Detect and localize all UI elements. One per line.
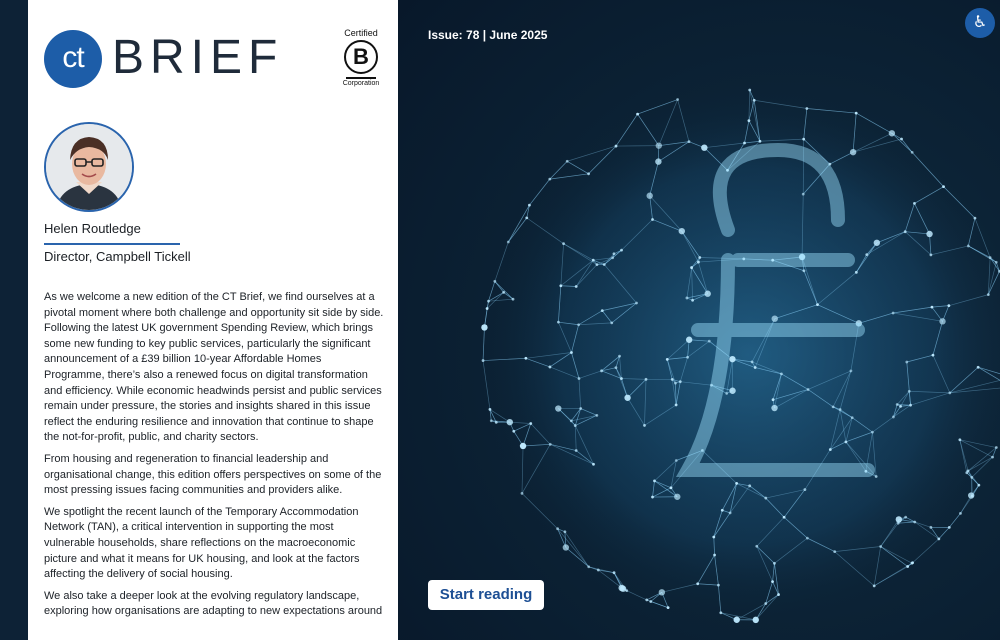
network-node: [845, 440, 848, 443]
network-node: [562, 242, 565, 245]
network-node: [647, 193, 653, 199]
network-node: [947, 304, 950, 307]
network-node: [967, 470, 970, 473]
ct-brief-logo: [44, 28, 384, 90]
network-node: [656, 142, 662, 148]
network-node: [805, 107, 808, 110]
network-node: [899, 405, 902, 408]
network-node: [764, 497, 767, 500]
network-node: [708, 340, 711, 343]
network-node: [603, 263, 606, 266]
network-node: [502, 291, 505, 294]
network-node: [855, 112, 858, 115]
network-node: [512, 430, 515, 433]
network-node: [620, 377, 623, 380]
network-node: [671, 378, 674, 381]
network-node: [771, 405, 777, 411]
network-node: [755, 545, 758, 548]
network-node: [563, 544, 569, 550]
network-node: [942, 185, 945, 188]
network-node: [967, 245, 970, 248]
network-node: [666, 358, 669, 361]
network-node: [871, 431, 874, 434]
network-node: [570, 351, 573, 354]
network-node: [601, 309, 604, 312]
network-node: [748, 119, 751, 122]
article-paragraph: As we welcome a new edition of the CT Brief, we find ourselves at a pivotal moment where both challenge and opportunity sit side by side. Following the latest UK government Spending Review, which brings some new funding to key public services, particularly the significant announcement of a £39 billion 10-year Affordable Homes Programme, there’s also a renewed focus on digital transformation and efficiency. While economic headwinds persist and public services remain under pressure, the stories and insights shared in this issue reflect the enduring resilience and innovation that continue to shape the not-for-profit, public, and charity sectors.: [44, 291, 384, 444]
network-node: [712, 536, 715, 539]
network-node: [645, 598, 648, 601]
network-node: [729, 388, 735, 394]
network-node: [905, 361, 908, 364]
network-node: [900, 138, 903, 141]
network-node: [507, 419, 513, 425]
network-node: [696, 582, 699, 585]
network-node: [937, 537, 940, 540]
network-node: [804, 488, 807, 491]
network-node: [686, 356, 689, 359]
network-node: [624, 395, 630, 401]
network-node: [643, 424, 646, 427]
article-paragraph: From housing and regeneration to financial leadership and organisational change, this edition offers perspectives on some of the most pressing issues facing communities and providers alike.: [44, 452, 382, 497]
network-node: [764, 602, 767, 605]
network-node: [679, 228, 685, 234]
network-node: [855, 271, 858, 274]
brief-wordmark: BRIEF: [112, 31, 284, 84]
author-role: Director, Campbell Tickell: [44, 249, 191, 264]
network-node: [911, 562, 914, 565]
network-node: [670, 486, 673, 489]
network-node: [564, 530, 567, 533]
b-corp-badge: [340, 28, 382, 88]
network-node: [620, 249, 623, 252]
accessibility-icon: ♿: [972, 14, 988, 31]
b-corp-certified-text: Certified: [344, 28, 378, 38]
network-node: [753, 99, 756, 102]
network-node: [816, 303, 819, 306]
network-node: [610, 321, 613, 324]
network-node: [713, 554, 716, 557]
network-node: [487, 300, 490, 303]
network-node: [892, 312, 895, 315]
network-node: [802, 138, 805, 141]
network-node: [874, 240, 880, 246]
start-reading-button[interactable]: Start reading: [428, 580, 544, 610]
network-node: [721, 509, 724, 512]
network-node: [913, 202, 916, 205]
network-node: [592, 259, 595, 262]
network-node: [939, 318, 945, 324]
network-node: [649, 600, 652, 603]
network-node: [674, 494, 680, 500]
network-node: [529, 422, 532, 425]
network-node: [971, 495, 974, 498]
network-node: [653, 479, 656, 482]
network-node: [645, 378, 648, 381]
network-node: [578, 377, 581, 380]
network-node: [600, 369, 603, 372]
network-node: [879, 545, 882, 548]
network-node: [748, 484, 751, 487]
network-node: [904, 516, 907, 519]
network-node: [748, 89, 751, 92]
network-node: [777, 593, 780, 596]
author-avatar: [44, 122, 134, 212]
network-node: [481, 324, 487, 330]
network-node: [512, 298, 515, 301]
network-node: [959, 512, 962, 515]
network-node: [574, 424, 577, 427]
network-node: [911, 151, 914, 154]
network-node: [987, 293, 990, 296]
network-node: [892, 416, 895, 419]
network-node: [507, 241, 510, 244]
network-node: [495, 421, 498, 424]
network-globe-illustration: [398, 0, 1000, 640]
network-node: [873, 584, 876, 587]
network-node: [865, 253, 868, 256]
article-paragraph: We spotlight the recent launch of the Temporary Accommodation Network (TAN), a critical intervention in supporting the most vulnerable households, share reflections on the macroeconomic picture and what it means for UK housing, and look at the factors affecting the delivery of social housing.: [44, 505, 360, 581]
network-node: [948, 526, 951, 529]
left-edge-background: [0, 0, 28, 640]
network-node: [833, 550, 836, 553]
network-node: [926, 231, 932, 237]
network-node: [613, 252, 616, 255]
ct-logo-mark: ct: [44, 30, 102, 88]
network-node: [651, 496, 654, 499]
network-node: [829, 448, 832, 451]
network-node: [783, 516, 786, 519]
network-node: [556, 527, 559, 530]
network-node: [929, 526, 932, 529]
network-node: [913, 521, 916, 524]
network-node: [566, 160, 569, 163]
network-node: [977, 366, 980, 369]
network-node: [974, 217, 977, 220]
author-name: Helen Routledge: [44, 221, 141, 236]
network-node: [773, 562, 776, 565]
network-node: [729, 356, 735, 362]
network-node: [592, 463, 595, 466]
network-node: [807, 388, 810, 391]
author-divider: [44, 243, 180, 245]
network-node: [904, 230, 907, 233]
network-node: [570, 419, 573, 422]
network-node: [719, 611, 722, 614]
network-node: [549, 443, 552, 446]
network-node: [675, 404, 678, 407]
network-node: [618, 355, 621, 358]
network-node: [587, 172, 590, 175]
network-node: [691, 299, 694, 302]
network-node: [688, 140, 691, 143]
network-node: [579, 407, 582, 410]
network-node: [548, 178, 551, 181]
network-node: [686, 297, 689, 300]
network-node: [611, 256, 614, 259]
network-node: [759, 140, 762, 143]
network-node: [659, 589, 665, 595]
network-node: [780, 372, 783, 375]
network-node: [705, 291, 711, 297]
network-node: [587, 565, 590, 568]
intro-panel: [28, 0, 398, 640]
network-node: [667, 606, 670, 609]
network-node: [635, 302, 638, 305]
network-node: [521, 492, 524, 495]
network-node: [697, 261, 700, 264]
network-node: [615, 366, 618, 369]
network-node: [524, 357, 527, 360]
network-node: [839, 408, 842, 411]
network-node: [991, 456, 994, 459]
network-node: [930, 253, 933, 256]
network-node: [675, 459, 678, 462]
network-node: [486, 307, 489, 310]
network-node: [995, 261, 998, 264]
network-node: [520, 443, 526, 449]
network-node: [909, 404, 912, 407]
network-node: [597, 569, 600, 572]
network-node: [493, 280, 496, 283]
network-node: [896, 403, 899, 406]
network-node: [772, 398, 775, 401]
network-node: [896, 516, 902, 522]
network-node: [906, 565, 909, 568]
network-node: [958, 438, 961, 441]
network-node: [932, 354, 935, 357]
network-node: [679, 380, 682, 383]
network-node: [970, 476, 973, 479]
network-node: [636, 113, 639, 116]
article-paragraph: We also take a deeper look at the evolving regulatory landscape, exploring how organisations are adapting to new expectations around: [44, 589, 383, 618]
network-node: [595, 414, 598, 417]
cover-hero: [398, 0, 1000, 640]
network-node: [701, 144, 707, 150]
network-node: [575, 449, 578, 452]
network-node: [725, 392, 728, 395]
network-node: [490, 419, 493, 422]
network-node: [850, 149, 856, 155]
network-node: [686, 337, 692, 343]
network-node: [948, 391, 951, 394]
network-node: [676, 98, 679, 101]
network-node: [771, 580, 774, 583]
network-node: [832, 405, 835, 408]
b-corp-mark: B: [344, 40, 378, 74]
network-node: [806, 537, 809, 540]
network-node: [802, 193, 805, 196]
network-node: [651, 218, 654, 221]
network-node: [655, 158, 661, 164]
network-node: [851, 416, 854, 419]
network-node: [613, 571, 616, 574]
network-node: [772, 315, 778, 321]
network-node: [753, 617, 759, 623]
network-node: [528, 204, 531, 207]
network-node: [850, 370, 853, 373]
network-node: [717, 584, 720, 587]
network-node: [875, 475, 878, 478]
b-corp-rule: [346, 77, 376, 79]
network-node: [734, 617, 740, 623]
network-node: [482, 359, 485, 362]
network-node: [620, 586, 626, 592]
network-node: [698, 256, 701, 259]
b-corp-corporation-text: Corporation: [342, 80, 380, 87]
author-portrait-icon: [46, 124, 132, 210]
network-node: [596, 263, 599, 266]
network-node: [908, 390, 911, 393]
network-node: [557, 321, 560, 324]
network-node: [549, 366, 552, 369]
network-node: [559, 284, 562, 287]
network-node: [577, 323, 580, 326]
network-node: [674, 382, 677, 385]
network-node: [995, 446, 998, 449]
network-node: [555, 405, 561, 411]
network-node: [754, 366, 757, 369]
network-node: [615, 145, 618, 148]
network-node: [977, 484, 980, 487]
article-body: [44, 290, 384, 626]
network-node: [489, 408, 492, 411]
network-node: [729, 511, 732, 514]
network-node: [751, 360, 754, 363]
issue-label: Issue: 78 | June 2025: [428, 28, 548, 42]
network-node: [525, 216, 528, 219]
network-node: [889, 130, 895, 136]
network-node: [575, 285, 578, 288]
network-node: [989, 256, 992, 259]
accessibility-button[interactable]: [965, 8, 995, 38]
network-node: [803, 269, 806, 272]
network-node: [735, 482, 738, 485]
network-node: [743, 142, 746, 145]
network-node: [690, 266, 693, 269]
network-node: [931, 306, 934, 309]
